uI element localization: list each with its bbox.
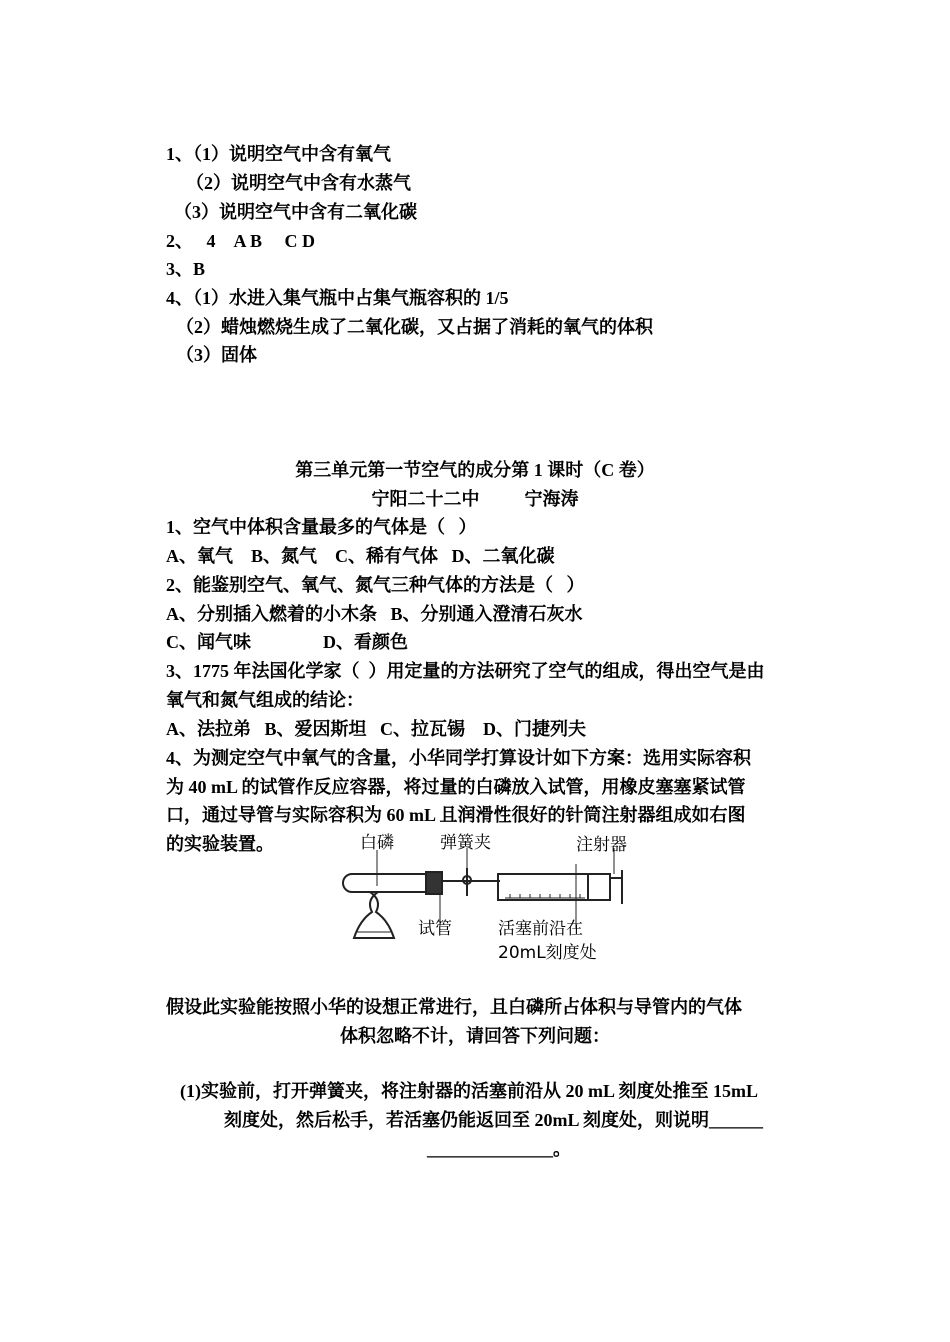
question-line: 口，通过导管与实际容积为 60 mL 且润滑性很好的针筒注射器组成如右图 <box>166 805 746 825</box>
question-line: 4、为测定空气中氧气的含量，小华同学打算设计如下方案：选用实际容积 <box>166 748 751 768</box>
label-white-phosphorus: 白磷 <box>360 833 394 853</box>
question-line: 为 40 mL 的试管作反应容器，将过量的白磷放入试管，用橡皮塞塞紧试管 <box>166 777 746 797</box>
question-line: 氧气和氮气组成的结论： <box>166 690 364 710</box>
experiment-apparatus-figure <box>330 828 642 968</box>
question-line: 的实验装置。 <box>166 834 274 854</box>
answer-line: 4、（1）水进入集气瓶中占集气瓶容积的 1/5 <box>166 288 509 308</box>
answer-blank[interactable]: ______________。 <box>427 1139 571 1159</box>
answer-line: （3）说明空气中含有二氧化碳 <box>174 202 417 222</box>
question-line: 1、空气中体积含量最多的气体是（ ） <box>166 517 477 537</box>
assumption-line: 体积忽略不计，请回答下列问题： <box>340 1026 610 1046</box>
alcohol-lamp <box>354 892 394 938</box>
label-spring-clamp: 弹簧夹 <box>440 833 491 853</box>
subquestion-line: (1)实验前，打开弹簧夹，将注射器的活塞前沿从 20 mL 刻度处推至 15mL <box>180 1081 758 1101</box>
assumption-line: 假设此实验能按照小华的设想正常进行，且白磷所占体积与导管内的气体 <box>166 997 742 1017</box>
section-title: 第三单元第一节空气的成分第 1 课时（C 卷） <box>295 460 655 480</box>
question-line: A、氧气 B、氮气 C、稀有气体 D、二氧化碳 <box>166 546 555 566</box>
answer-line: （2）说明空气中含有水蒸气 <box>186 173 411 193</box>
answer-line: （3）固体 <box>176 345 257 365</box>
test-tube <box>343 874 438 892</box>
subquestion-line: 刻度处，然后松手，若活塞仍能返回至 20mL 刻度处，则说明______ <box>224 1110 764 1130</box>
question-line: C、闻气味 D、看颜色 <box>166 632 408 652</box>
answer-line: 1、（1）说明空气中含有氧气 <box>166 144 391 164</box>
question-line: 2、能鉴别空气、氧气、氮气三种气体的方法是（ ） <box>166 575 585 595</box>
answer-line: 2、 4 A B C D <box>166 231 316 251</box>
label-plunger-note: 20mL刻度处 <box>498 943 597 963</box>
question-line: 3、1775 年法国化学家（ ）用定量的方法研究了空气的组成，得出空气是由 <box>166 661 765 681</box>
answer-line: 3、B <box>166 259 206 279</box>
label-test-tube: 试管 <box>418 919 452 939</box>
syringe-plunger <box>588 870 622 904</box>
label-syringe: 注射器 <box>576 835 627 855</box>
label-plunger-note: 活塞前沿在 <box>498 919 583 939</box>
rubber-stopper <box>426 872 442 894</box>
answer-line: （2）蜡烛燃烧生成了二氧化碳，又占据了消耗的氧气的体积 <box>176 317 653 337</box>
question-line: A、分别插入燃着的小木条 B、分别通入澄清石灰水 <box>166 604 583 624</box>
syringe-barrel <box>498 874 610 900</box>
author-line: 宁阳二十二中 宁海涛 <box>371 489 579 509</box>
scale-marks <box>505 894 585 898</box>
question-line: A、法拉弟 B、爱因斯坦 C、拉瓦锡 D、门捷列夫 <box>166 719 587 739</box>
